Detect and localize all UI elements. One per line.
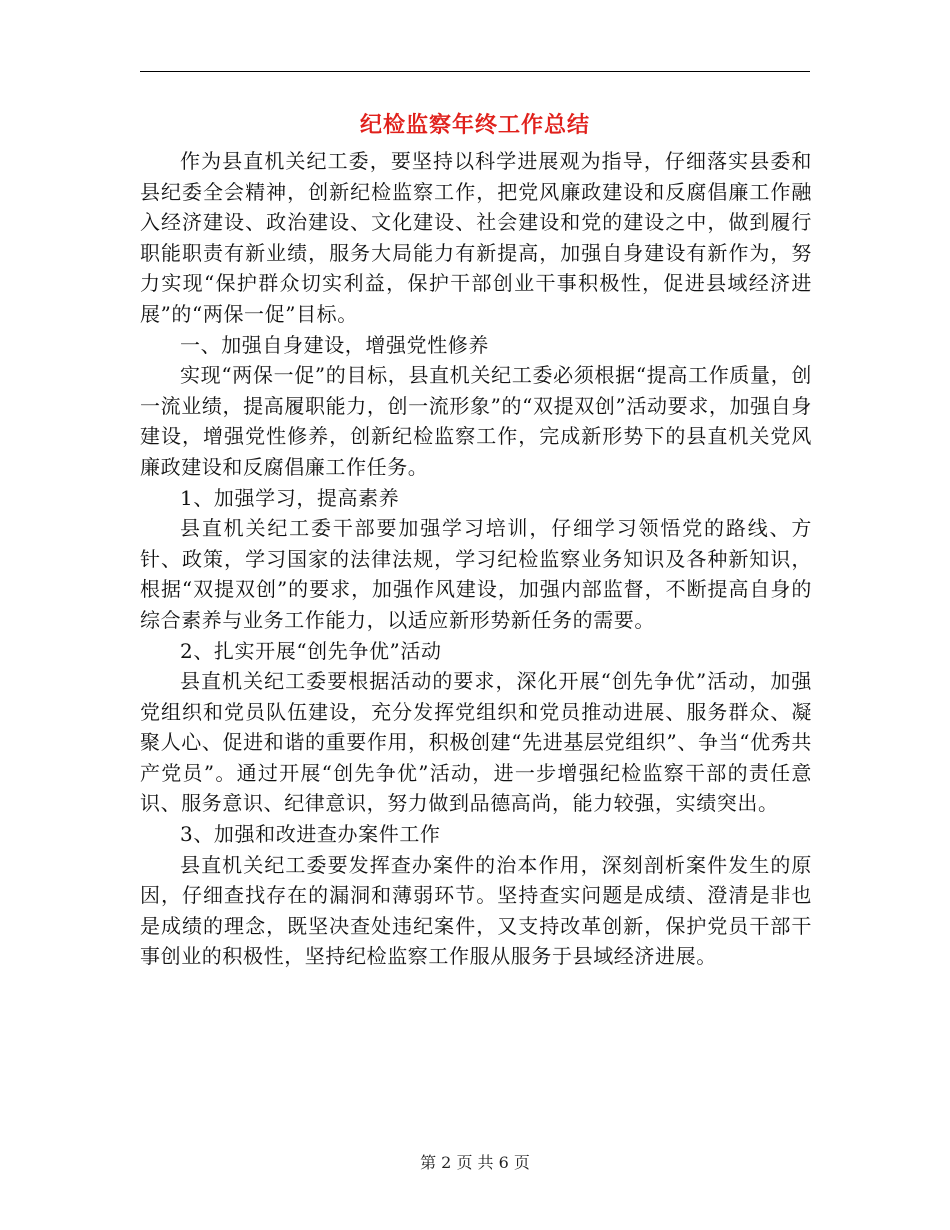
paragraph-section-1: 实现“两保一促”的目标，县直机关纪工委必须根据“提高工作质量，创一流业绩，提高履职能力，创一流形象”的“双提双创”活动要求，加强自身建设，增强党性修养，创新纪检监察工作，完成新形势下的县直机关党风廉政建设和反腐倡廉工作任务。 (140, 363, 812, 479)
paragraph-subsection-1: 县直机关纪工委干部要加强学习培训，仔细学习领悟党的路线、方针、政策，学习国家的法律法规，学习纪检监察业务知识及各种新知识，根据“双提双创”的要求，加强作风建设，加强内部监督，不断提高自身的综合素养与业务工作能力，以适应新形势新任务的需要。 (140, 516, 812, 632)
subsection-heading-3: 3、加强和改进查办案件工作 (180, 822, 441, 847)
document-body (140, 146, 812, 972)
page-number-footer: 第 2 页 共 6 页 (420, 1153, 530, 1172)
subsection-heading-2: 2、扎实开展“创先争优”活动 (180, 638, 442, 663)
section-heading-1: 一、加强自身建设，增强党性修养 (180, 332, 489, 357)
paragraph-intro: 作为县直机关纪工委，要坚持以科学进展观为指导，仔细落实县委和县纪委全会精神，创新纪检监察工作，把党风廉政建设和反腐倡廉工作融入经济建设、政治建设、文化建设、社会建设和党的建设之中，做到履行职能职责有新业绩，服务大局能力有新提高，加强自身建设有新作为，努力实现“保护群众切实利益，保护干部创业干事积极性，促进县域经济进展”的“两保一促”目标。 (140, 149, 812, 326)
document-title: 纪检监察年终工作总结 (359, 112, 590, 138)
paragraph-subsection-3: 县直机关纪工委要发挥查办案件的治本作用，深刻剖析案件发生的原因，仔细查找存在的漏洞和薄弱环节。坚持查实问题是成绩、澄清是非也是成绩的理念，既坚决查处违纪案件，又支持改革创新，保护党员干部干事创业的积极性，坚持纪检监察工作服从服务于县域经济进展。 (140, 852, 812, 969)
subsection-heading-1: 1、加强学习，提高素养 (180, 485, 400, 510)
header-rule (140, 71, 810, 72)
paragraph-subsection-2: 县直机关纪工委要根据活动的要求，深化开展“创先争优”活动，加强党组织和党员队伍建设，充分发挥党组织和党员推动进展、服务群众、凝聚人心、促进和谐的重要作用，积极创建“先进基层党组织”、争当“优秀共产党员”。通过开展“创先争优”活动，进一步增强纪检监察干部的责任意识、服务意识、纪律意识，努力做到品德高尚，能力较强，实绩突出。 (140, 669, 812, 816)
